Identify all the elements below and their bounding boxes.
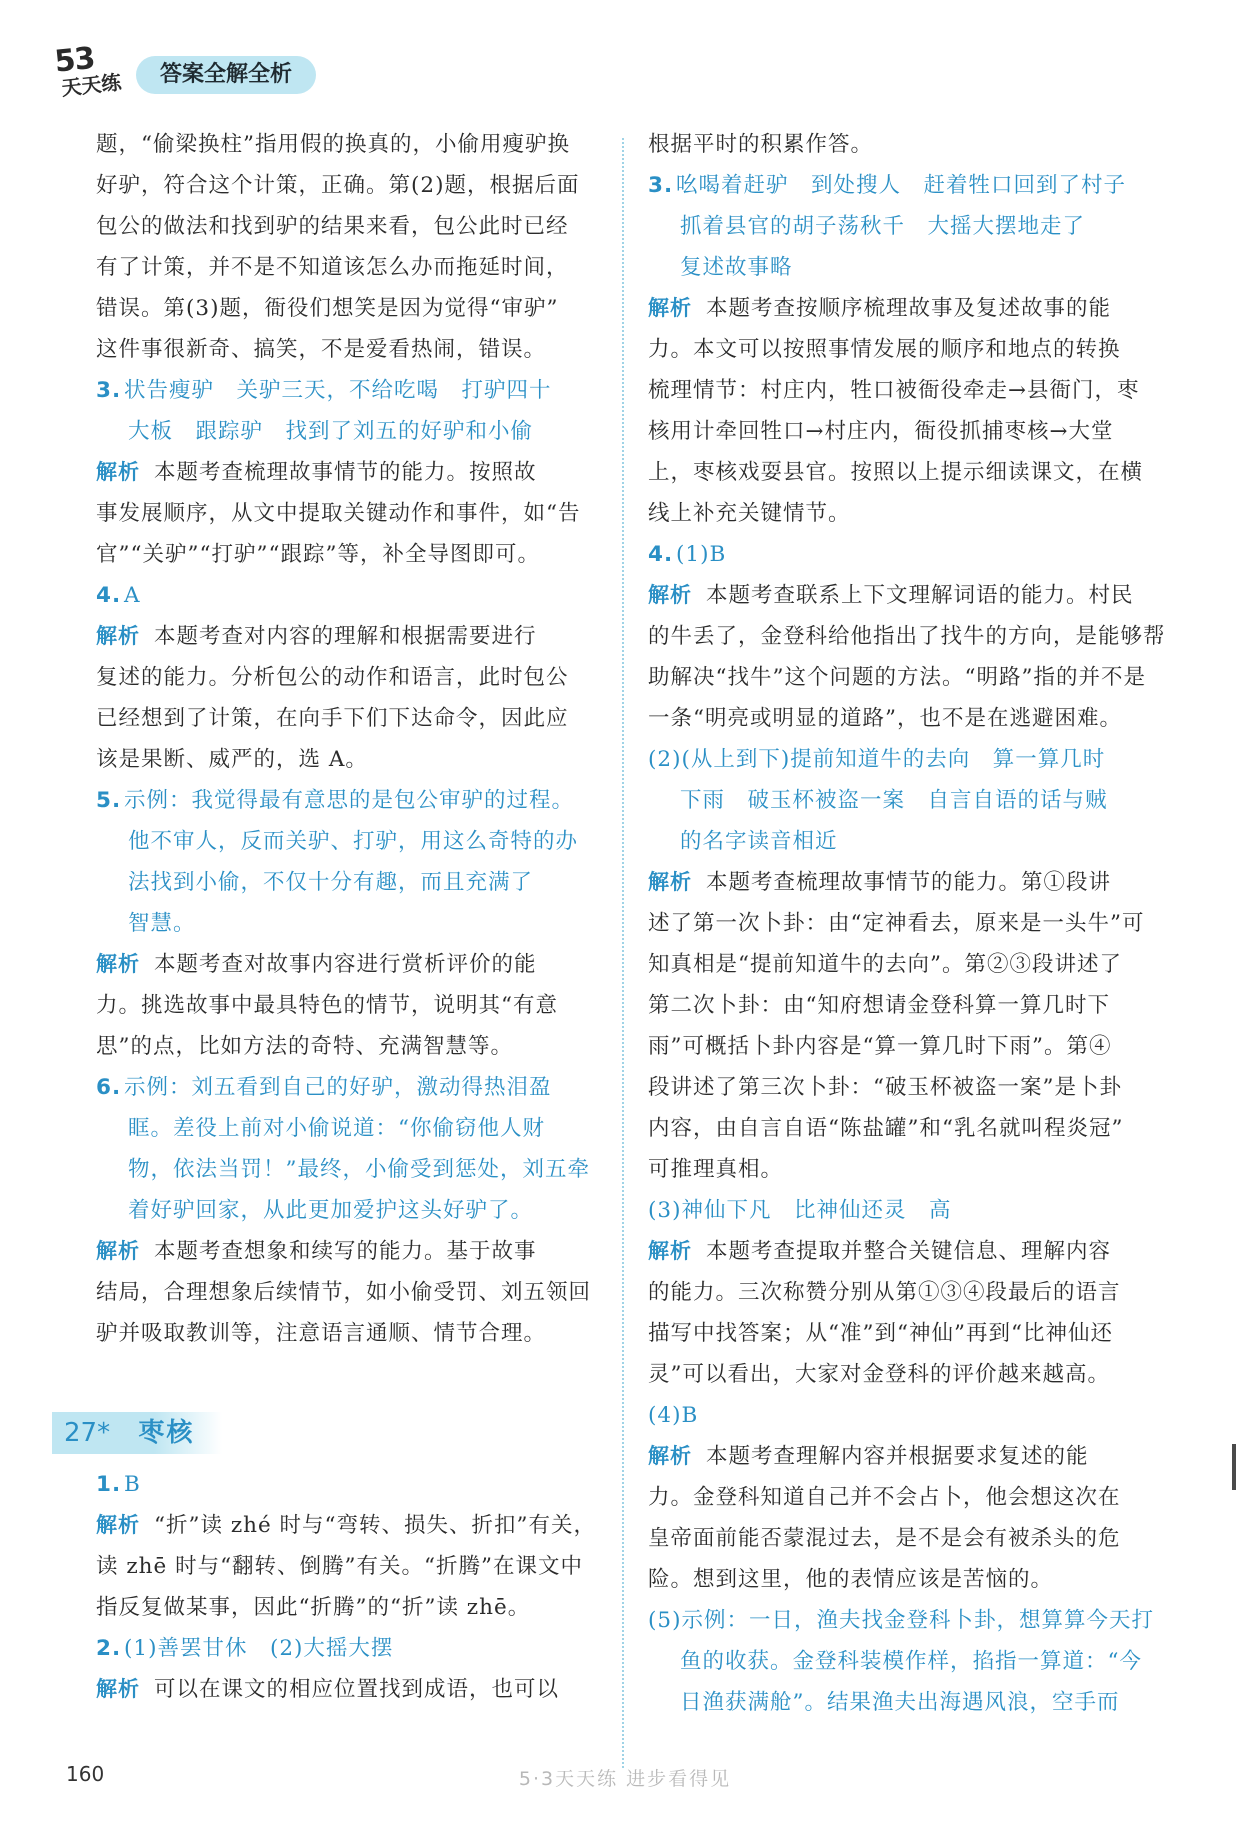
text-line <box>96 1628 596 1669</box>
text-line <box>96 411 596 452</box>
text-line <box>648 1682 1188 1723</box>
text-line <box>648 1026 1188 1067</box>
text-line <box>96 452 596 493</box>
analysis-tag: 解析 <box>648 1444 692 1468</box>
text-line <box>648 1395 1188 1436</box>
analysis-tag: 解析 <box>648 1239 692 1263</box>
answer-text: 智慧。 <box>128 911 196 936</box>
text-line <box>96 1313 596 1354</box>
explanation-text: 上，枣核戏耍县官。按照以上提示细读课文，在横 <box>648 460 1144 485</box>
answer-text: 着好驴回家，从此更加爱护这头好驴了。 <box>128 1198 534 1223</box>
explanation-text: 根据平时的积累作答。 <box>648 132 874 157</box>
explanation-text: “折”读 zhé 时与“弯转、损失、折扣”有关， <box>154 1513 597 1538</box>
text-line <box>96 1587 596 1628</box>
text-line <box>648 1108 1188 1149</box>
answer-text: (1)善罢甘休 (2)大摇大摆 <box>124 1636 394 1661</box>
answer-text: 眶。差役上前对小偷说道：“你偷窃他人财 <box>128 1116 545 1141</box>
answer-text: 状告瘦驴 关驴三天，不给吃喝 打驴四十 <box>124 378 552 403</box>
text-line <box>96 985 596 1026</box>
answer-text: B <box>124 1472 141 1497</box>
answer-text: 示例：刘五看到自己的好驴，激动得热泪盈 <box>124 1075 552 1100</box>
explanation-text: 助解决“找牛”这个问题的方法。“明路”指的并不是 <box>648 665 1146 690</box>
explanation-text: 可推理真相。 <box>648 1157 784 1182</box>
text-line <box>96 329 596 370</box>
explanation-text: 这件事很新奇、搞笑，不是爱看热闹，错误。 <box>96 337 547 362</box>
text-line <box>96 944 596 985</box>
analysis-tag: 解析 <box>96 1239 140 1263</box>
text-line <box>648 370 1188 411</box>
answer-text: 法找到小偷，不仅十分有趣，而且充满了 <box>128 870 534 895</box>
explanation-text: 好驴，符合这个计策，正确。第(2)题，根据后面 <box>96 173 580 198</box>
page-header <box>52 40 416 102</box>
text-line <box>96 739 596 780</box>
text-line <box>648 206 1188 247</box>
answer-text: 示例：我觉得最有意思的是包公审驴的过程。 <box>124 788 575 813</box>
text-line <box>648 698 1188 739</box>
question-number: 2. <box>96 1636 122 1661</box>
text-line <box>648 1190 1188 1231</box>
text-line <box>96 862 596 903</box>
explanation-text: 官”“关驴”“打驴”“跟踪”等，补全导图即可。 <box>96 542 540 567</box>
analysis-tag: 解析 <box>96 1513 140 1537</box>
text-line <box>96 1190 596 1231</box>
explanation-text: 本题考查梳理故事情节的能力。按照故 <box>154 460 537 485</box>
text-line <box>648 862 1188 903</box>
text-line <box>648 1436 1188 1477</box>
text-line <box>648 739 1188 780</box>
text-line <box>96 575 596 616</box>
left-column <box>96 124 596 1354</box>
answer-text: 日渔获满舱”。结果渔夫出海遇风浪，空手而 <box>680 1690 1120 1715</box>
text-line <box>648 1067 1188 1108</box>
explanation-text: 指反复做某事，因此“折腾”的“折”读 zhē。 <box>96 1595 531 1620</box>
page-edge-mark <box>1232 1444 1236 1490</box>
text-line <box>648 780 1188 821</box>
text-line <box>96 247 596 288</box>
text-line <box>648 1313 1188 1354</box>
explanation-text: 思”的点，比如方法的奇特、充满智慧等。 <box>96 1034 513 1059</box>
text-line <box>648 1518 1188 1559</box>
question-number: 3. <box>648 173 674 198</box>
explanation-text: 描写中找答案；从“准”到“神仙”再到“比神仙还 <box>648 1321 1113 1346</box>
text-line <box>96 1669 596 1710</box>
answer-text: 复述故事略 <box>680 255 793 280</box>
answer-text: (3)神仙下凡 比神仙还灵 高 <box>648 1198 952 1223</box>
analysis-tag: 解析 <box>648 296 692 320</box>
explanation-text: 结局，合理想象后续情节，如小偷受罚、刘五领回 <box>96 1280 592 1305</box>
explanation-text: 该是果断、威严的，选 A。 <box>96 747 368 772</box>
text-line <box>96 821 596 862</box>
question-number: 5. <box>96 788 122 813</box>
column-divider <box>622 138 624 1768</box>
text-line <box>648 821 1188 862</box>
answer-text: (5)示例：一日，渔夫找金登科卜卦，想算算今天打 <box>648 1608 1154 1633</box>
text-line <box>96 698 596 739</box>
explanation-text: 读 zhē 时与“翻转、倒腾”有关。“折腾”在课文中 <box>96 1554 584 1579</box>
text-line <box>648 1559 1188 1600</box>
right-column <box>648 124 1188 1723</box>
answer-text: 物，依法当罚！”最终，小偷受到惩处，刘五牵 <box>128 1157 590 1182</box>
lesson-title: 枣核 <box>138 1418 195 1448</box>
answer-text: 大板 跟踪驴 找到了刘五的好驴和小偷 <box>128 419 534 444</box>
text-line <box>648 288 1188 329</box>
explanation-text: 题，“偷梁换柱”指用假的换真的，小偷用瘦驴换 <box>96 132 570 157</box>
text-line <box>648 247 1188 288</box>
text-line <box>648 616 1188 657</box>
text-line <box>648 165 1188 206</box>
explanation-text: 段讲述了第三次卜卦：“破玉杯被盗一案”是卜卦 <box>648 1075 1122 1100</box>
text-line <box>96 1546 596 1587</box>
text-line <box>96 1026 596 1067</box>
answer-text: 他不审人，反而关驴、打驴，用这么奇特的办 <box>128 829 579 854</box>
text-line <box>96 534 596 575</box>
text-line <box>96 903 596 944</box>
explanation-text: 驴并吸取教训等，注意语言通顺、情节合理。 <box>96 1321 547 1346</box>
logo-number: 53 <box>52 40 97 80</box>
explanation-text: 本题考查按顺序梳理故事及复述故事的能 <box>706 296 1112 321</box>
text-line <box>648 493 1188 534</box>
answer-text: 下雨 破玉杯被盗一案 自言自语的话与贼 <box>680 788 1108 813</box>
explanation-text: 事发展顺序，从文中提取关键动作和事件，如“告 <box>96 501 581 526</box>
lesson-heading <box>52 1412 222 1454</box>
explanation-text: 的牛丢了，金登科给他指出了找牛的方向，是能够帮 <box>648 624 1166 649</box>
explanation-text: 梳理情节：村庄内，牲口被衙役牵走→县衙门，枣 <box>648 378 1140 403</box>
question-number: 6. <box>96 1075 122 1100</box>
text-line <box>96 657 596 698</box>
explanation-text: 力。本文可以按照事情发展的顺序和地点的转换 <box>648 337 1121 362</box>
text-line <box>96 1108 596 1149</box>
text-line <box>648 575 1188 616</box>
text-line <box>648 1477 1188 1518</box>
text-line <box>648 329 1188 370</box>
explanation-text: 核用计牵回牲口→村庄内，衙役抓捕枣核→大堂 <box>648 419 1114 444</box>
text-line <box>648 124 1188 165</box>
text-line <box>96 1505 596 1546</box>
explanation-text: 述了第一次卜卦：由“定神看去，原来是一头牛”可 <box>648 911 1145 936</box>
explanation-text: 灵”可以看出，大家对金登科的评价越来越高。 <box>648 1362 1110 1387</box>
analysis-tag: 解析 <box>96 952 140 976</box>
question-number: 4. <box>648 542 674 567</box>
explanation-text: 内容，由自言自语“陈盐罐”和“乳名就叫程炎冠” <box>648 1116 1124 1141</box>
explanation-text: 雨”可概括卜卦内容是“算一算几时下雨”。第④ <box>648 1034 1112 1059</box>
question-number: 3. <box>96 378 122 403</box>
text-line <box>96 1464 596 1505</box>
text-line <box>648 657 1188 698</box>
text-line <box>96 1272 596 1313</box>
text-line <box>96 1067 596 1108</box>
text-line <box>648 411 1188 452</box>
explanation-text: 包公的做法和找到驴的结果来看，包公此时已经 <box>96 214 569 239</box>
analysis-tag: 解析 <box>96 1677 140 1701</box>
brand-logo <box>53 42 130 101</box>
explanation-text: 线上补充关键情节。 <box>648 501 851 526</box>
analysis-tag: 解析 <box>648 583 692 607</box>
text-line <box>648 452 1188 493</box>
explanation-text: 有了计策，并不是不知道该怎么办而拖延时间， <box>96 255 569 280</box>
explanation-text: 第二次卜卦：由“知府想请金登科算一算几时下 <box>648 993 1110 1018</box>
explanation-text: 知真相是“提前知道牛的去向”。第②③段讲述了 <box>648 952 1122 977</box>
text-line <box>648 1641 1188 1682</box>
text-line <box>96 1149 596 1190</box>
explanation-text: 本题考查联系上下文理解词语的能力。村民 <box>706 583 1134 608</box>
text-line <box>96 780 596 821</box>
text-line <box>648 1354 1188 1395</box>
page-number: 160 <box>66 1762 105 1786</box>
explanation-text: 已经想到了计策，在向手下们下达命令，因此应 <box>96 706 569 731</box>
question-number: 1. <box>96 1472 122 1497</box>
text-line <box>648 944 1188 985</box>
analysis-tag: 解析 <box>648 870 692 894</box>
lesson-answers <box>96 1464 596 1710</box>
answer-text: 抓着县官的胡子荡秋千 大摇大摆地走了 <box>680 214 1086 239</box>
explanation-text: 本题考查想象和续写的能力。基于故事 <box>154 1239 537 1264</box>
text-line <box>96 616 596 657</box>
answer-text: 吆喝着赶驴 到处搜人 赶着牲口回到了村子 <box>676 173 1127 198</box>
explanation-text: 本题考查对故事内容进行赏析评价的能 <box>154 952 537 977</box>
answer-text: A <box>124 583 141 608</box>
explanation-text: 本题考查对内容的理解和根据需要进行 <box>154 624 537 649</box>
footer-slogan: 5·3天天练 进步看得见 <box>518 1768 732 1790</box>
explanation-text: 险。想到这里，他的表情应该是苦恼的。 <box>648 1567 1054 1592</box>
explanation-text: 力。金登科知道自己并不会占卜，他会想这次在 <box>648 1485 1121 1510</box>
section-tag: 答案全解全析 <box>136 56 316 94</box>
text-line <box>96 206 596 247</box>
explanation-text: 复述的能力。分析包公的动作和语言，此时包公 <box>96 665 569 690</box>
text-line <box>648 1149 1188 1190</box>
text-line <box>96 370 596 411</box>
answer-text: (1)B <box>676 542 727 567</box>
lesson-number: 27* <box>64 1418 111 1448</box>
text-line <box>648 1272 1188 1313</box>
explanation-text: 的能力。三次称赞分别从第①③④段最后的语言 <box>648 1280 1121 1305</box>
explanation-text: 可以在课文的相应位置找到成语，也可以 <box>154 1677 560 1702</box>
explanation-text: 皇帝面前能否蒙混过去，是不是会有被杀头的危 <box>648 1526 1121 1551</box>
explanation-text: 力。挑选故事中最具特色的情节，说明其“有意 <box>96 993 558 1018</box>
answer-text: (2)(从上到下)提前知道牛的去向 算一算几时 <box>648 747 1106 772</box>
question-number: 4. <box>96 583 122 608</box>
explanation-text: 一条“明亮或明显的道路”，也不是在逃避困难。 <box>648 706 1122 731</box>
explanation-text: 本题考查梳理故事情节的能力。第①段讲 <box>706 870 1112 895</box>
analysis-tag: 解析 <box>96 624 140 648</box>
text-line <box>648 1600 1188 1641</box>
text-line <box>648 903 1188 944</box>
answer-text: 的名字读音相近 <box>680 829 838 854</box>
analysis-tag: 解析 <box>96 460 140 484</box>
answer-text: 鱼的收获。金登科装模作样，掐指一算道：“今 <box>680 1649 1142 1674</box>
text-line <box>648 985 1188 1026</box>
text-line <box>96 493 596 534</box>
explanation-text: 错误。第(3)题，衙役们想笑是因为觉得“审驴” <box>96 296 559 321</box>
text-line <box>648 1231 1188 1272</box>
answer-text: (4)B <box>648 1403 699 1428</box>
text-line <box>96 124 596 165</box>
text-line <box>96 165 596 206</box>
text-line <box>96 288 596 329</box>
explanation-text: 本题考查理解内容并根据要求复述的能 <box>706 1444 1089 1469</box>
text-line <box>648 534 1188 575</box>
explanation-text: 本题考查提取并整合关键信息、理解内容 <box>706 1239 1112 1264</box>
text-line <box>96 1231 596 1272</box>
logo-text: 天天练 <box>60 70 123 101</box>
